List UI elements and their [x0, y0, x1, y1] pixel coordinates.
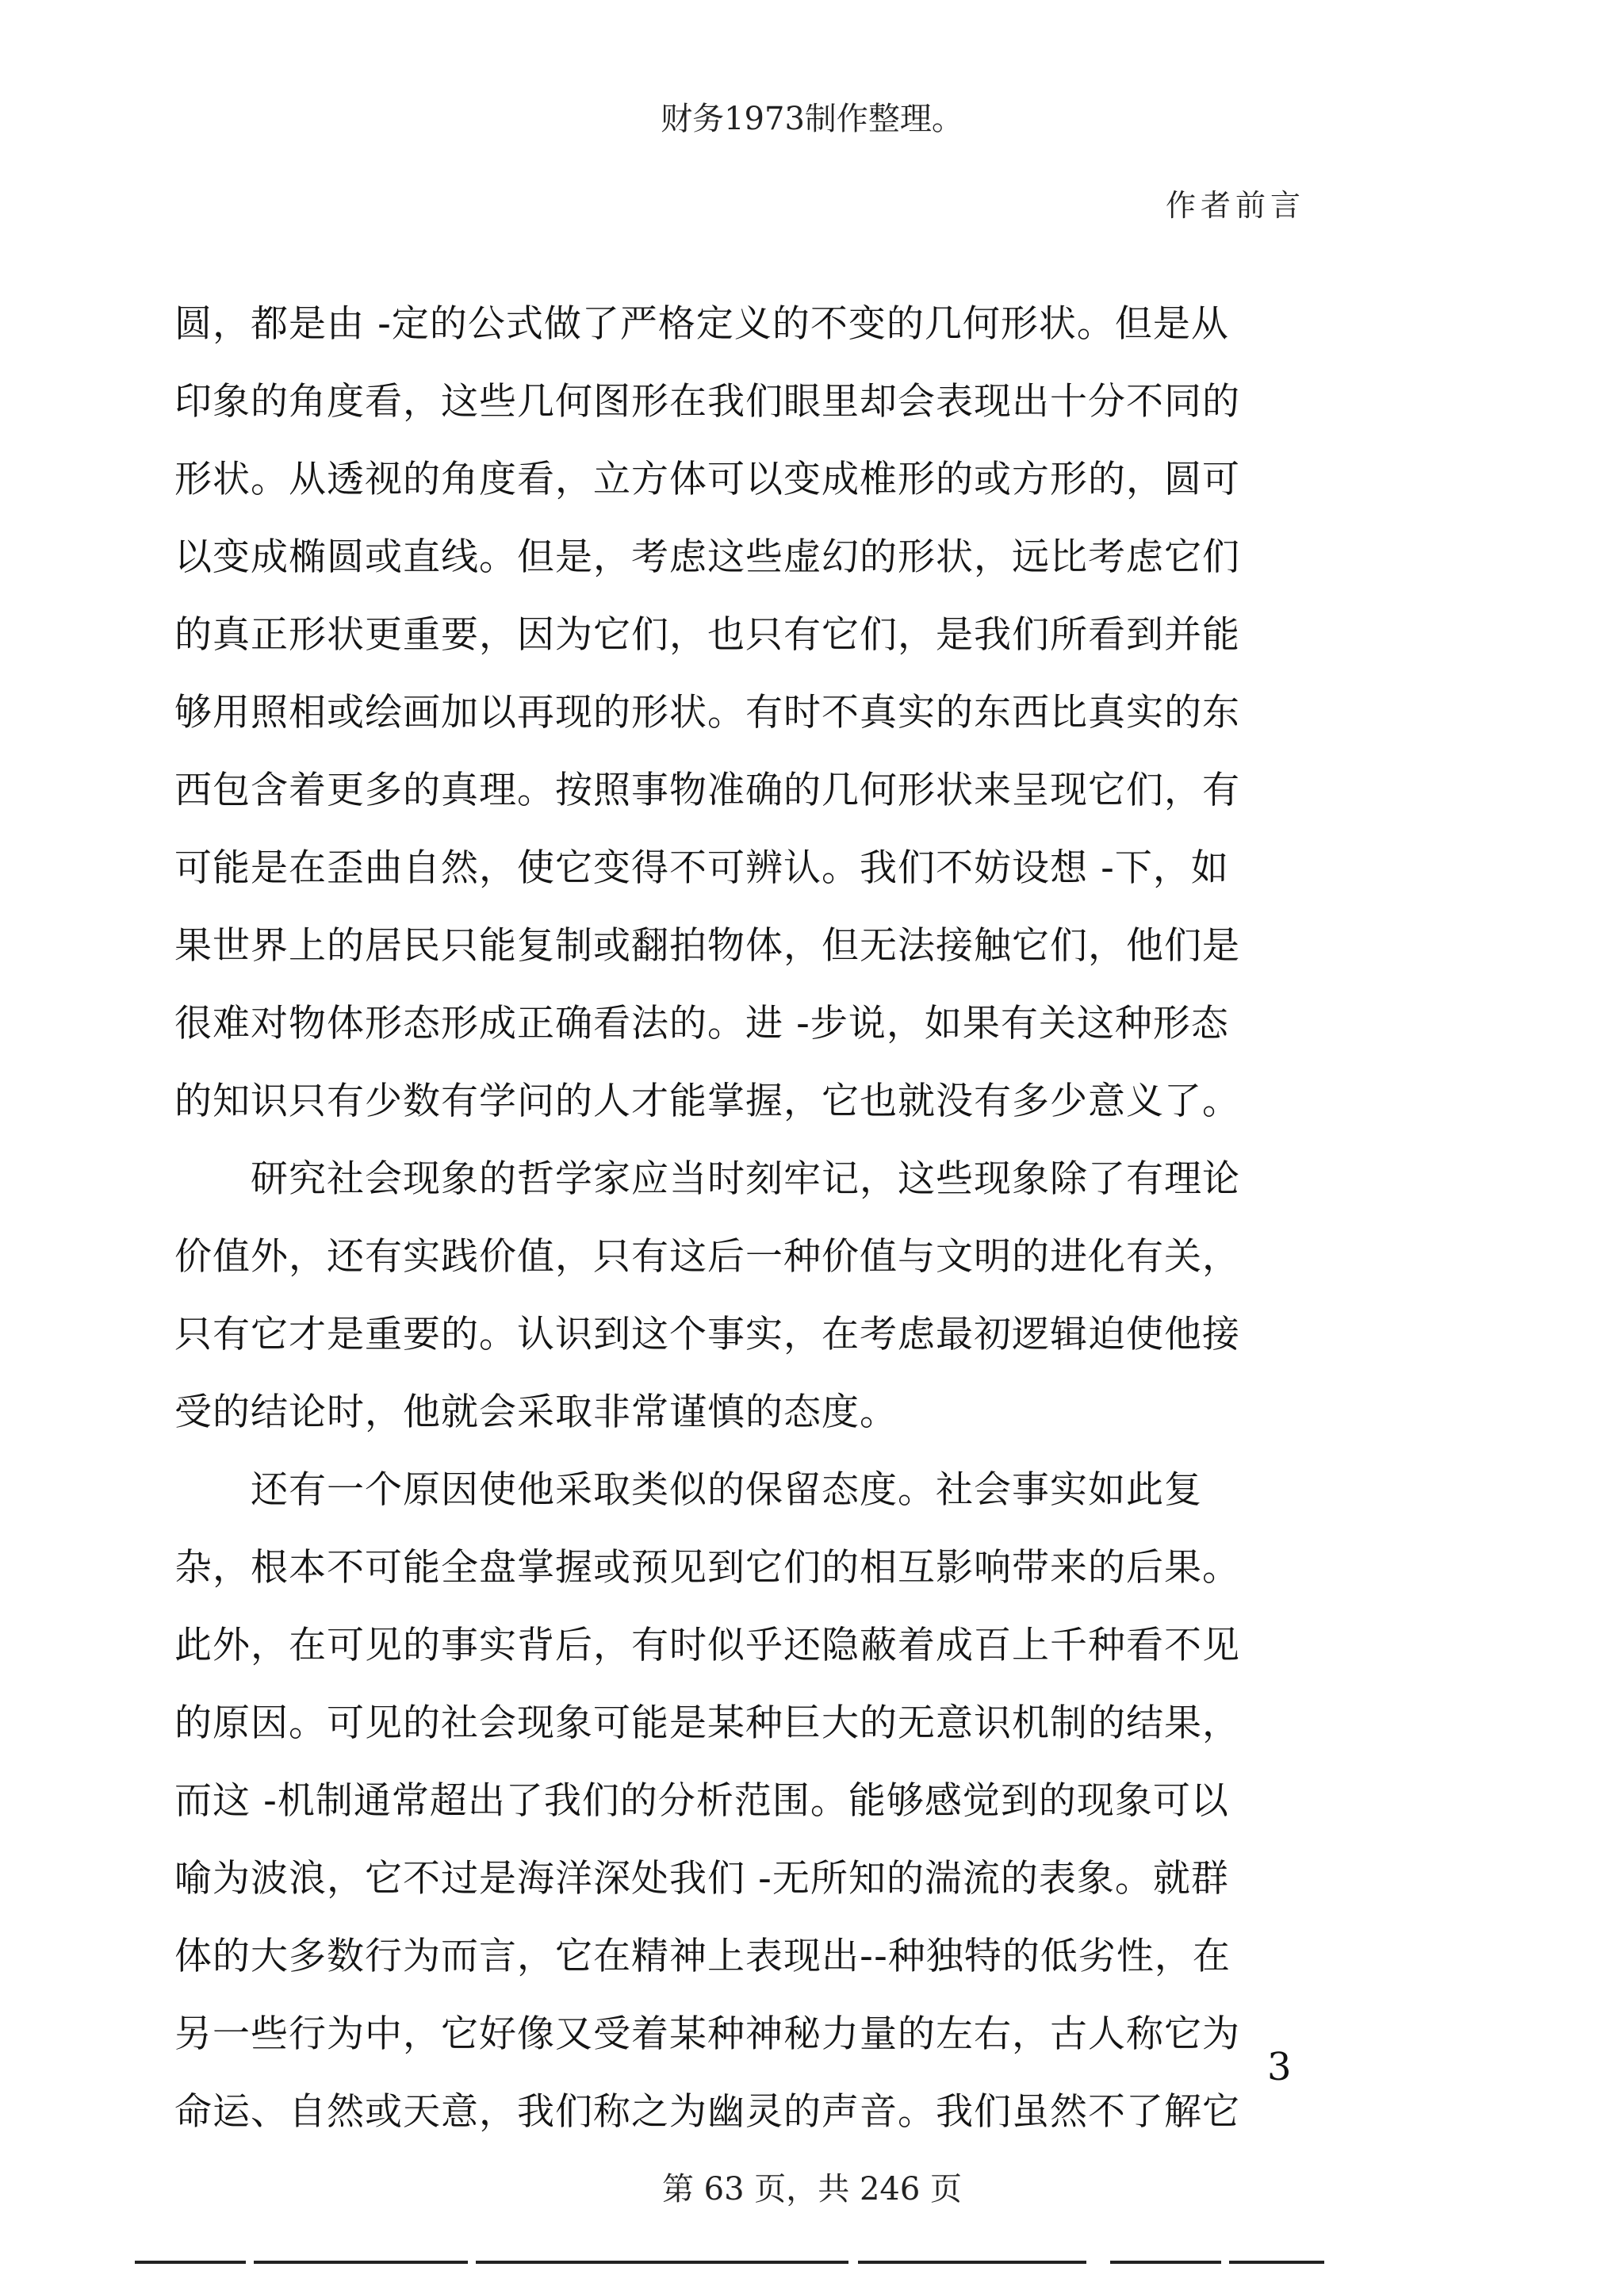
text-line: 喻为波浪，它不过是海洋深处我们 -无所知的湍流的表象。就群 [174, 1857, 1229, 1901]
text-line: 很难对物体形态形成正确看法的。进 -步说，如果有关这种形态 [174, 1002, 1229, 1045]
text-line: 形状。从透视的角度看，立方体可以变成椎形的或方形的，圆可 [174, 458, 1240, 501]
text-line: 另一些行为中，它好像又受着某种神秘力量的左右，古人称它为 [174, 2012, 1240, 2056]
text-line: 的真正形状更重要，因为它们，也只有它们，是我们所看到并能 [174, 613, 1240, 657]
text-line: 可能是在歪曲自然，使它变得不可辨认。我们不妨设想 -下，如 [174, 846, 1229, 890]
text-line: 命运、自然或天意，我们称之为幽灵的声音。我们虽然不了解它 [174, 2090, 1240, 2134]
text-line: 杂，根本不可能全盘掌握或预见到它们的相互影响带来的后果。 [174, 1546, 1240, 1590]
text-line: 受的结论时，他就会采取非常谨慎的态度。 [174, 1390, 898, 1434]
text-line: 印象的角度看，这些几何图形在我们眼里却会表现出十分不同的 [174, 380, 1240, 424]
text-line: 还有一个原因使他采取类似的保留态度。社会事实如此复 [174, 1468, 1202, 1512]
body-text [174, 286, 1348, 2151]
text-line: 而这 -机制通常超出了我们的分析范围。能够感觉到的现象可以 [174, 1779, 1229, 1823]
text-line: 果世界上的居民只能复制或翻拍物体，但无法接触它们，他们是 [174, 924, 1240, 968]
text-line: 的原因。可见的社会现象可能是某种巨大的无意识机制的结果， [174, 1701, 1240, 1745]
text-line: 研究社会现象的哲学家应当时刻牢记，这些现象除了有理论 [174, 1157, 1240, 1201]
text-line: 只有它才是重要的。认识到这个事实，在考虑最初逻辑迫使他接 [174, 1313, 1240, 1356]
text-line: 以变成椭圆或直线。但是，考虑这些虚幻的形状，远比考虑它们 [174, 535, 1240, 579]
text-line: 此外，在可见的事实背后，有时似乎还隐蔽着成百上千种看不见 [174, 1624, 1240, 1667]
text-line: 圆，都是由 -定的公式做了严格定义的不变的几何形状。但是从 [174, 302, 1229, 346]
text-line: 够用照相或绘画加以再现的形状。有时不真实的东西比真实的东 [174, 691, 1240, 735]
text-line: 西包含着更多的真理。按照事物准确的几何形状来呈现它们，有 [174, 769, 1240, 812]
text-line: 体的大多数行为而言，它在精神上表现出--种独特的低劣性，在 [174, 1935, 1231, 1978]
page-number: 3 [1267, 2045, 1292, 2089]
page-indicator: 第 63 页，共 246 页 [661, 2171, 963, 2208]
text-line: 价值外，还有实践价值，只有这后一种价值与文明的进化有关， [174, 1235, 1240, 1279]
bottom-scan-rule [135, 2261, 1324, 2264]
running-head: 作者前言 [1166, 188, 1306, 223]
text-line: 的知识只有少数有学问的人才能掌握，它也就没有多少意义了。 [174, 1080, 1240, 1123]
watermark-text: 财务1973制作整理。 [661, 101, 963, 137]
